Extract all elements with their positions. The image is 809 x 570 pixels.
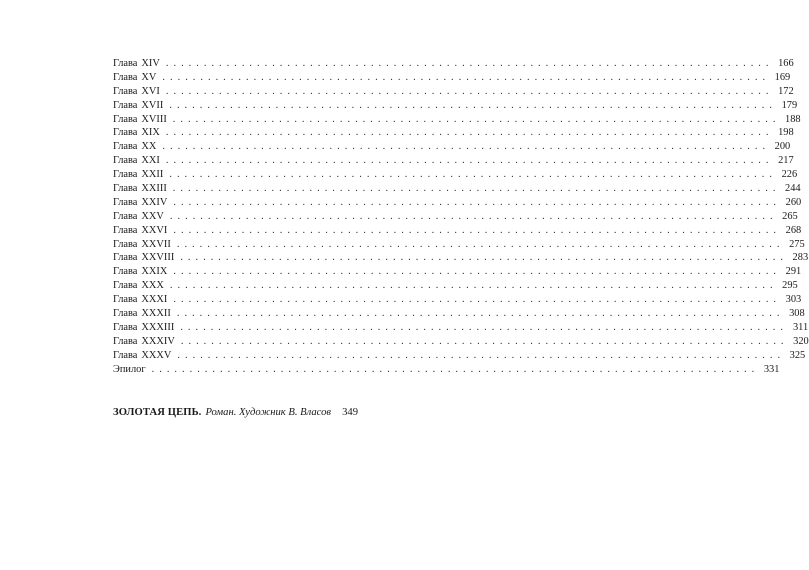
toc-entry-page-number: 244 [785,183,801,195]
toc-entry-label [113,238,171,252]
toc-entry [113,335,809,349]
toc-entry-chapter-number: XXXIII [141,321,175,333]
toc-entry-word: Глава [113,85,138,97]
toc-entry-chapter-number: XV [141,71,157,83]
toc-entry-label [113,154,160,168]
table-of-contents [113,57,809,376]
dot-leader: . . . . . . . . . . . . . . . . . . . . . . . . . . . . . . . . . . . . . . . . . . . . . . . . . . . . . . . . . . . . . . . . . . . . . . . . . . . . . . . . [169,210,774,222]
toc-entry [113,71,791,85]
dot-leader: . . . . . . . . . . . . . . . . . . . . . . . . . . . . . . . . . . . . . . . . . . . . . . . . . . . . . . . . . . . . . . . . . . . . . . . . . . . . . . . . [177,349,782,361]
toc-entry-chapter-number: XVIII [141,113,167,125]
toc-entry-page-number: 260 [785,196,802,208]
toc-entry-word: Глава [113,71,138,83]
toc-entry [113,363,780,377]
toc-entry-chapter-number: XVII [141,99,164,111]
toc-entry-chapter-number: XIV [141,58,160,69]
toc-entry-chapter-number: XXXIV [141,335,175,347]
toc-entry-word: Глава [113,280,138,292]
dot-leader: . . . . . . . . . . . . . . . . . . . . . . . . . . . . . . . . . . . . . . . . . . . . . . . . . . . . . . . . . . . . . . . . . . . . . . . . . . . . . . . . [162,71,767,83]
toc-entry [113,182,801,196]
toc-entry [113,168,798,182]
toc-entry-word: Глава [113,321,138,333]
toc-entry-word: Глава [113,183,138,195]
dot-leader: . . . . . . . . . . . . . . . . . . . . . . . . . . . . . . . . . . . . . . . . . . . . . . . . . . . . . . . . . . . . . . . . . . . . . . . . . . . . . . . . [165,85,770,97]
toc-entry-page-number: 198 [778,127,794,139]
toc-entry-chapter-number: XIX [141,127,160,139]
toc-entry-chapter-number: XXVI [141,224,168,236]
toc-entry-word: Глава [113,169,138,181]
toc-entry-word: Глава [113,141,138,153]
toc-entry-chapter-number: XXVIII [141,252,175,264]
toc-entry-label [113,99,163,113]
toc-entry [113,349,806,363]
toc-entry-word: Глава [113,294,138,306]
toc-entry-chapter-number: XX [141,141,157,153]
dot-leader: . . . . . . . . . . . . . . . . . . . . . . . . . . . . . . . . . . . . . . . . . . . . . . . . . . . . . . . . . . . . . . . . . . . . . . . . . . . . . . . . [180,252,785,264]
toc-entry [113,265,802,279]
toc-entry-page-number: 169 [774,71,791,83]
toc-entry-page-number: 311 [792,321,809,333]
toc-entry-chapter-number: XXI [141,155,160,167]
toc-entry-label [113,279,164,293]
dot-leader: . . . . . . . . . . . . . . . . . . . . . . . . . . . . . . . . . . . . . . . . . . . . . . . . . . . . . . . . . . . . . . . . . . . . . . . . . . . . . . . . [173,224,778,236]
toc-entry-label [113,349,171,363]
toc-entry-page-number: 303 [785,294,802,306]
toc-entry-word: Глава [113,58,138,69]
toc-entry [113,85,794,99]
toc-entry-chapter-number: XXX [141,280,164,292]
work-page-number: 349 [342,407,358,418]
toc-entry-word: Эпилог [113,363,146,375]
toc-entry-page-number: 200 [774,141,791,153]
toc-entry-label [113,210,164,224]
work-title: ЗОЛОТАЯ ЦЕПЬ. [113,407,202,418]
toc-entry-word: Глава [113,349,138,361]
toc-entry-chapter-number: XXII [141,169,164,181]
toc-entry-chapter-number: XXXI [141,294,168,306]
toc-entry [113,293,802,307]
toc-entry-page-number: 308 [789,308,805,320]
toc-entry-word: Глава [113,224,138,236]
toc-entry-label [113,182,167,196]
toc-entry-label [113,251,174,265]
toc-entry-word: Глава [113,308,138,320]
toc-entry [113,126,794,140]
toc-entry-page-number: 226 [781,169,798,181]
toc-entry-word: Глава [113,99,138,111]
dot-leader: . . . . . . . . . . . . . . . . . . . . . . . . . . . . . . . . . . . . . . . . . . . . . . . . . . . . . . . . . . . . . . . . . . . . . . . . . . . . . . . . [165,127,770,139]
toc-entry [113,113,801,127]
toc-entry-page-number: 217 [778,155,794,167]
toc-entry-page-number: 179 [781,99,798,111]
toc-entry [113,251,809,265]
toc-entry-page-number: 331 [763,363,780,375]
dot-leader: . . . . . . . . . . . . . . . . . . . . . . . . . . . . . . . . . . . . . . . . . . . . . . . . . . . . . . . . . . . . . . . . . . . . . . . . . . . . . . . . [173,294,778,306]
dot-leader: . . . . . . . . . . . . . . . . . . . . . . . . . . . . . . . . . . . . . . . . . . . . . . . . . . . . . . . . . . . . . . . . . . . . . . . . . . . . . . . . [180,321,785,333]
toc-entry-word: Глава [113,335,138,347]
toc-entry [113,196,802,210]
toc-entry [113,210,798,224]
dot-leader: . . . . . . . . . . . . . . . . . . . . . . . . . . . . . . . . . . . . . . . . . . . . . . . . . . . . . . . . . . . . . . . . . . . . . . . . . . . . . . . . [169,280,774,292]
toc-entry-chapter-number: XXIV [141,196,168,208]
toc-entry-page-number: 291 [785,266,802,278]
toc-entry [113,321,809,335]
toc-entry-page-number: 265 [782,210,798,222]
dot-leader: . . . . . . . . . . . . . . . . . . . . . . . . . . . . . . . . . . . . . . . . . . . . . . . . . . . . . . . . . . . . . . . . . . . . . . . . . . . . . . . . [172,113,777,125]
toc-entry-chapter-number: XXIII [141,183,167,195]
toc-entry-page-number: 320 [793,335,809,347]
toc-entry-word: Глава [113,238,138,250]
toc-entry-page-number: 295 [782,280,798,292]
toc-entry-page-number: 275 [789,238,805,250]
toc-entry [113,224,802,238]
toc-entry-label [113,321,174,335]
toc-entry-label [113,196,167,210]
toc-entry-label [113,113,167,127]
toc-entry [113,57,794,71]
dot-leader: . . . . . . . . . . . . . . . . . . . . . . . . . . . . . . . . . . . . . . . . . . . . . . . . . . . . . . . . . . . . . . . . . . . . . . . . . . . . . . . . [165,58,770,69]
toc-entry-page-number: 166 [778,58,794,69]
toc-entry-label [113,335,175,349]
toc-entry-label [113,57,160,71]
dot-leader: . . . . . . . . . . . . . . . . . . . . . . . . . . . . . . . . . . . . . . . . . . . . . . . . . . . . . . . . . . . . . . . . . . . . . . . . . . . . . . . . [172,183,777,195]
toc-entry-label [113,140,156,154]
toc-entry-page-number: 188 [785,113,801,125]
dot-leader: . . . . . . . . . . . . . . . . . . . . . . . . . . . . . . . . . . . . . . . . . . . . . . . . . . . . . . . . . . . . . . . . . . . . . . . . . . . . . . . . [176,308,781,320]
toc-entry-label [113,265,167,279]
toc-entry-label [113,168,163,182]
toc-entry-label [113,224,167,238]
dot-leader: . . . . . . . . . . . . . . . . . . . . . . . . . . . . . . . . . . . . . . . . . . . . . . . . . . . . . . . . . . . . . . . . . . . . . . . . . . . . . . . . [169,169,774,181]
toc-entry-page-number: 268 [785,224,802,236]
toc-entry-label [113,85,160,99]
toc-entry-label [113,307,171,321]
dot-leader: . . . . . . . . . . . . . . . . . . . . . . . . . . . . . . . . . . . . . . . . . . . . . . . . . . . . . . . . . . . . . . . . . . . . . . . . . . . . . . . . [173,196,778,208]
toc-entry-page-number: 325 [789,349,806,361]
toc-entry-chapter-number: XVI [141,85,160,97]
toc-entry-chapter-number: XXXV [141,349,172,361]
toc-entry-word: Глава [113,155,138,167]
toc-entry-label [113,71,156,85]
toc-entry-chapter-number: XXV [141,210,164,222]
toc-entry [113,140,791,154]
toc-entry [113,307,805,321]
dot-leader: . . . . . . . . . . . . . . . . . . . . . . . . . . . . . . . . . . . . . . . . . . . . . . . . . . . . . . . . . . . . . . . . . . . . . . . . . . . . . . . . [180,335,785,347]
work-description: Роман. Художник В. Власов [205,407,331,418]
toc-entry-page-number: 283 [792,252,809,264]
work-entry [113,407,358,418]
toc-entry-label [113,363,146,377]
dot-leader: . . . . . . . . . . . . . . . . . . . . . . . . . . . . . . . . . . . . . . . . . . . . . . . . . . . . . . . . . . . . . . . . . . . . . . . . . . . . . . . . [176,238,781,250]
dot-leader: . . . . . . . . . . . . . . . . . . . . . . . . . . . . . . . . . . . . . . . . . . . . . . . . . . . . . . . . . . . . . . . . . . . . . . . . . . . . . . . . [151,363,756,375]
toc-entry-word: Глава [113,252,138,264]
dot-leader: . . . . . . . . . . . . . . . . . . . . . . . . . . . . . . . . . . . . . . . . . . . . . . . . . . . . . . . . . . . . . . . . . . . . . . . . . . . . . . . . [165,155,770,167]
toc-entry-word: Глава [113,210,138,222]
toc-entry [113,279,798,293]
toc-entry [113,99,798,113]
dot-leader: . . . . . . . . . . . . . . . . . . . . . . . . . . . . . . . . . . . . . . . . . . . . . . . . . . . . . . . . . . . . . . . . . . . . . . . . . . . . . . . . [169,99,774,111]
toc-entry-label [113,126,160,140]
toc-entry-word: Глава [113,127,138,139]
toc-entry [113,238,805,252]
toc-entry-chapter-number: XXIX [141,266,168,278]
toc-entry-word: Глава [113,266,138,278]
toc-entry-chapter-number: XXVII [141,238,171,250]
toc-entry-word: Глава [113,113,138,125]
toc-entry-word: Глава [113,196,138,208]
toc-entry-label [113,293,167,307]
toc-entry-page-number: 172 [778,85,794,97]
dot-leader: . . . . . . . . . . . . . . . . . . . . . . . . . . . . . . . . . . . . . . . . . . . . . . . . . . . . . . . . . . . . . . . . . . . . . . . . . . . . . . . . [173,266,778,278]
toc-entry-chapter-number: XXXII [141,308,171,320]
dot-leader: . . . . . . . . . . . . . . . . . . . . . . . . . . . . . . . . . . . . . . . . . . . . . . . . . . . . . . . . . . . . . . . . . . . . . . . . . . . . . . . . [162,141,767,153]
toc-entry [113,154,794,168]
